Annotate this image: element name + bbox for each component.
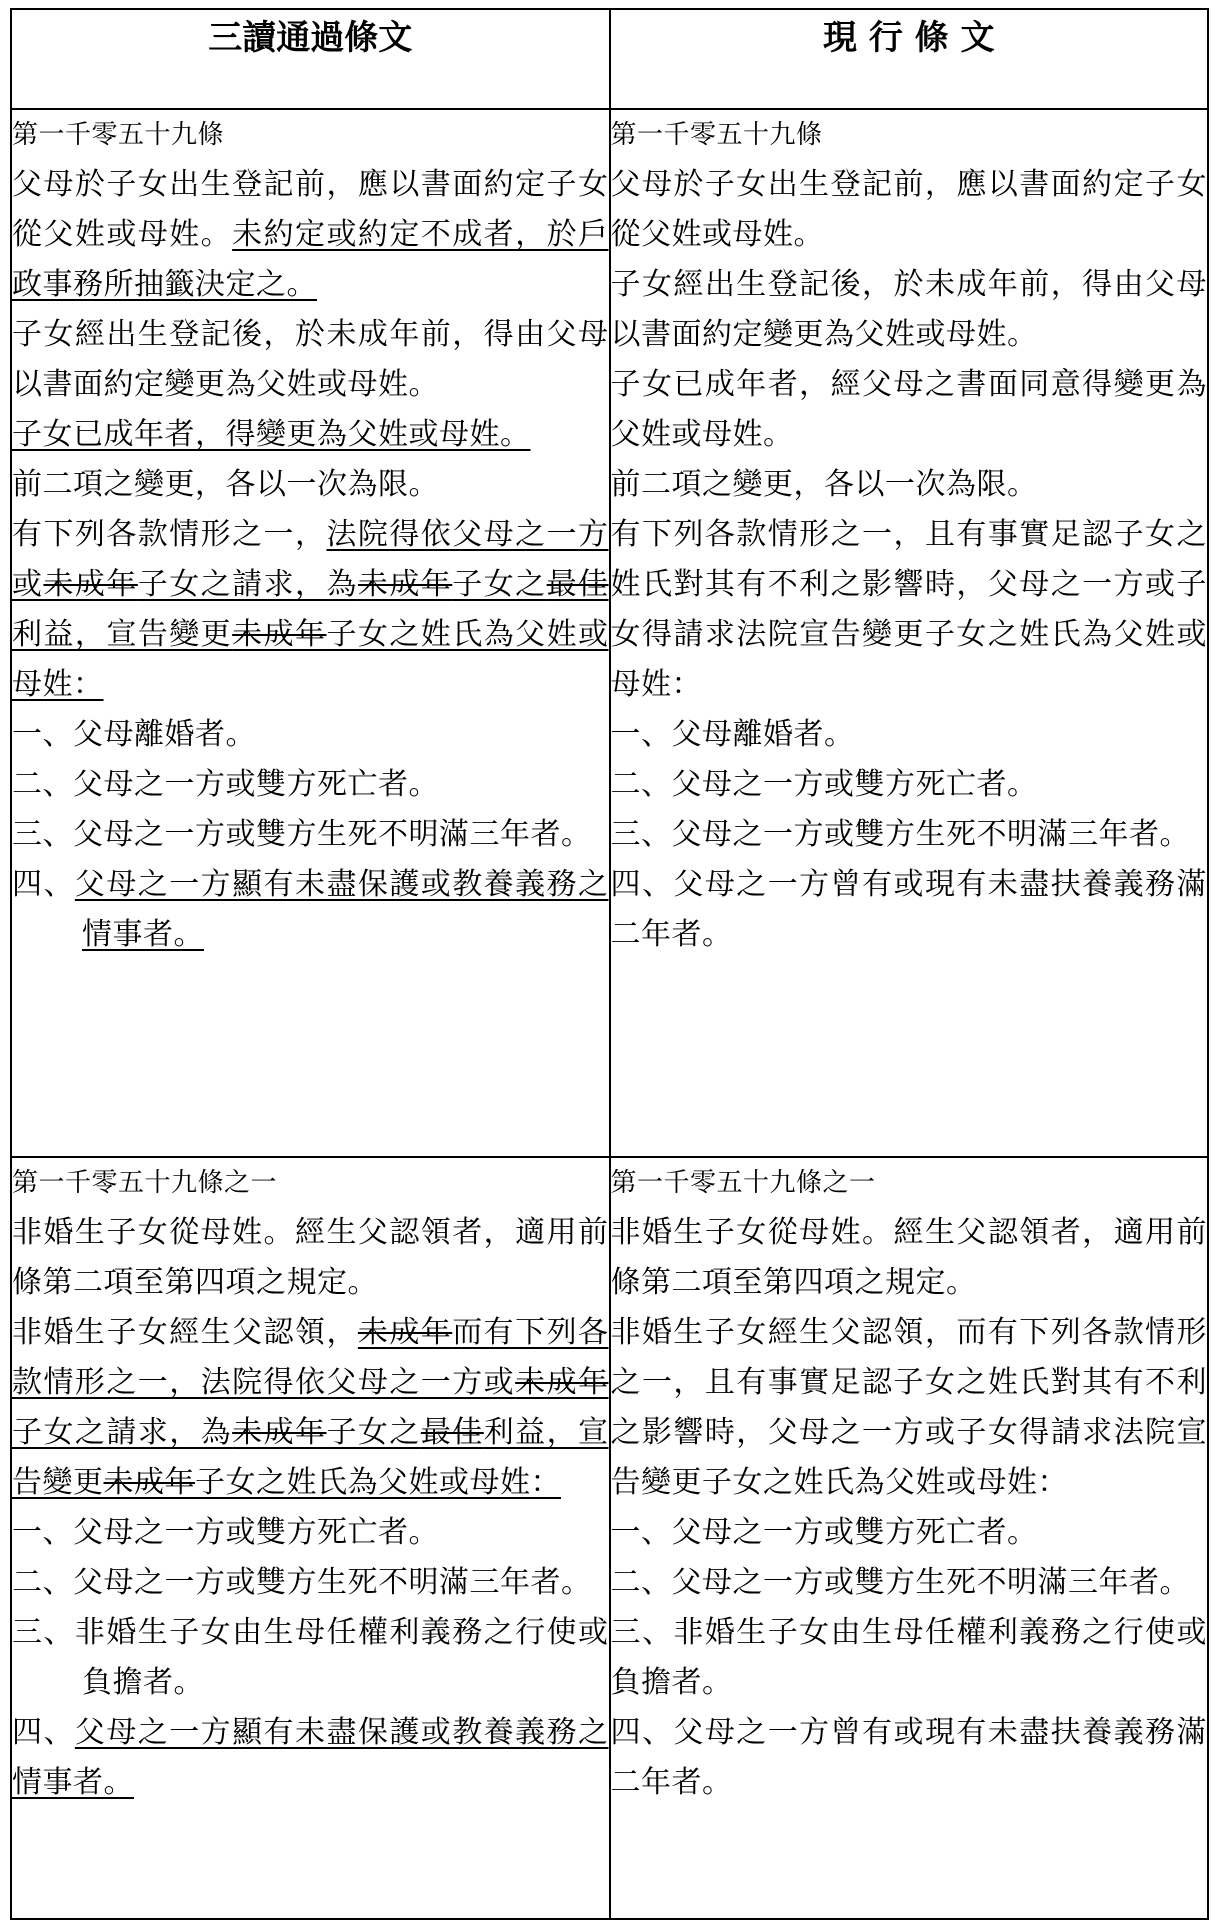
comparison-document (10, 8, 1209, 1920)
deleted-text: 未成年 (232, 617, 327, 653)
article-title: 第一千零五十九條之一 (12, 1167, 278, 1198)
amended-1059-cell (11, 109, 610, 1157)
list-item: 四、父母之一方曾有或現有未盡扶養義務滿二年者。 (610, 867, 1208, 953)
list-item: 一、父母之一方或雙方死亡者。 (610, 1514, 1038, 1550)
article-1059-1-row (11, 1157, 1208, 1919)
header-row (11, 9, 1208, 109)
paragraph-1: 非婚生子女從母姓。經生父認領者，適用前條第二項至第四項之規定。 (12, 1214, 609, 1300)
article-1059-row (11, 109, 1208, 1157)
deleted-text: 未成年 (43, 567, 138, 603)
deleted-text: 未成年 (515, 1364, 609, 1400)
deleted-text: 最佳 (420, 1414, 484, 1450)
paragraph-2: 子女經出生登記後，於未成年前，得由父母以書面約定變更為父姓或母姓。 (12, 317, 609, 403)
paragraph-2: 子女經出生登記後，於未成年前，得由父母以書面約定變更為父姓或母姓。 (610, 267, 1207, 353)
paragraph-2: 非婚生子女經生父認領，而有下列各款情形之一，且有事實足認子女之姓氏對其有不利之影響時，父母之一方或子女得請求法院宣告變更子女之姓氏為父姓或母姓： (610, 1314, 1207, 1500)
comparison-table (10, 8, 1209, 1920)
list-item: 三、非婚生子女由生母任權利義務之行使或負擔者。 (610, 1614, 1208, 1700)
list-item: 二、父母之一方或雙方死亡者。 (12, 767, 439, 803)
paragraph-3: 子女已成年者，經父母之書面同意得變更為父姓或母姓。 (610, 367, 1207, 453)
paragraph-3: 子女已成年者，得變更為父姓或母姓。 (12, 417, 531, 453)
deleted-text: 最佳 (546, 567, 609, 603)
header-amended: 三讀通過條文 (11, 9, 610, 109)
list-item: 四、父母之一方顯有未盡保護或教養義務之情事者。 (12, 867, 609, 953)
current-1059-1-cell (610, 1157, 1209, 1919)
list-item: 二、父母之一方或雙方死亡者。 (610, 767, 1038, 803)
paragraph-1: 父母於子女出生登記前，應以書面約定子女從父姓或母姓。未約定或約定不成者，於戶政事務所抽籤決定之。 (12, 167, 609, 303)
list-item: 三、父母之一方或雙方生死不明滿三年者。 (610, 817, 1190, 853)
list-item: 二、父母之一方或雙方生死不明滿三年者。 (610, 1564, 1190, 1600)
list-item: 三、父母之一方或雙方生死不明滿三年者。 (12, 817, 592, 853)
paragraph-4: 前二項之變更，各以一次為限。 (610, 467, 1038, 503)
article-title: 第一千零五十九條 (610, 120, 823, 151)
paragraph-1: 父母於子女出生登記前，應以書面約定子女從父姓或母姓。 (610, 167, 1207, 253)
added-text: 未約定或約定不成者，於戶政事務所抽籤決定之。 (12, 217, 609, 303)
list-item: 一、父母離婚者。 (610, 717, 855, 753)
list-item: 四、父母之一方顯有未盡保護或教養義務之情事者。 (12, 1714, 609, 1800)
list-item: 四、父母之一方曾有或現有未盡扶養義務滿二年者。 (610, 1714, 1208, 1800)
paragraph-1: 非婚生子女從母姓。經生父認領者，適用前條第二項至第四項之規定。 (610, 1214, 1207, 1300)
list-item: 一、父母之一方或雙方死亡者。 (12, 1514, 439, 1550)
deleted-text: 未成年 (103, 1464, 195, 1500)
header-current: 現 行 條 文 (610, 9, 1209, 109)
list-item: 一、父母離婚者。 (12, 717, 256, 753)
list-item: 三、非婚生子女由生母任權利義務之行使或負擔者。 (12, 1614, 609, 1700)
paragraph-4: 前二項之變更，各以一次為限。 (12, 467, 439, 503)
list-item: 二、父母之一方或雙方生死不明滿三年者。 (12, 1564, 592, 1600)
paragraph-5: 有下列各款情形之一，法院得依父母之一方或未成年子女之請求，為未成年子女之最佳利益，宣告變更未成年子女之姓氏為父姓或母姓： (12, 517, 609, 703)
deleted-text: 未成年 (357, 1314, 453, 1350)
deleted-text: 未成年 (232, 1414, 327, 1450)
current-1059-cell (610, 109, 1209, 1157)
article-title: 第一千零五十九條之一 (610, 1167, 876, 1198)
paragraph-2: 非婚生子女經生父認領，未成年而有下列各款情形之一，法院得依父母之一方或未成年子女之請求，為未成年子女之最佳利益，宣告變更未成年子女之姓氏為父姓或母姓： (12, 1314, 609, 1500)
article-title: 第一千零五十九條 (12, 120, 225, 151)
paragraph-5: 有下列各款情形之一，且有事實足認子女之姓氏對其有不利之影響時，父母之一方或子女得請求法院宣告變更子女之姓氏為父姓或母姓： (610, 517, 1207, 703)
deleted-text: 未成年 (357, 567, 453, 603)
amended-1059-1-cell (11, 1157, 610, 1919)
